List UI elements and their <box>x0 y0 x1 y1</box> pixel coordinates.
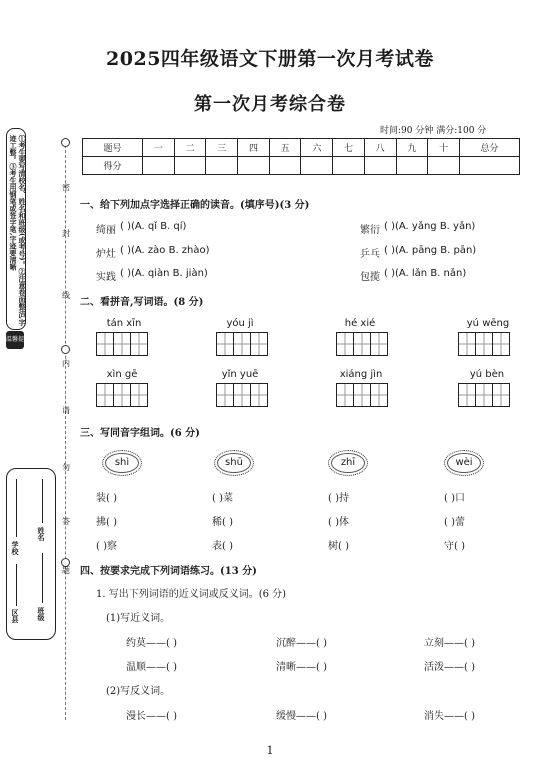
seal-char: 勿 <box>62 463 70 472</box>
district-line[interactable] <box>16 564 17 606</box>
homophone-blank[interactable]: ( )蕾 <box>444 517 465 528</box>
exam-notes-text: ①考生要写清校名、姓名和班级(或考号)。②注意卷面整洁,字迹工整。③考生用钢笔或签字笔,字迹要清晰 <box>9 135 27 327</box>
score-input-cell[interactable] <box>301 157 333 175</box>
pronunciation-word: 包揽 <box>360 272 380 283</box>
exam-title: 2025四年级语文下册第一次月考试卷 <box>106 48 434 70</box>
score-input-cell[interactable] <box>238 157 270 175</box>
pronunciation-word: 乒乓 <box>360 249 380 260</box>
pronunciation-word: 炉灶 <box>96 249 116 260</box>
pronunciation-options[interactable]: ( )(A. pāng B. pān) <box>384 245 477 256</box>
class-line[interactable] <box>42 553 43 603</box>
synonym-blank[interactable]: 活泼——( ) <box>424 662 475 673</box>
score-cell: 三 <box>206 139 238 157</box>
seal-char: 答 <box>62 517 70 526</box>
antonym-blank[interactable]: 消失——( ) <box>424 711 475 722</box>
score-cell: 四 <box>238 139 270 157</box>
score-input-cell[interactable] <box>269 157 301 175</box>
homophone-blank[interactable]: 树( ) <box>328 541 349 552</box>
synonym-blank[interactable]: 清晰——( ) <box>276 662 327 673</box>
name-label: 姓名 <box>37 527 46 541</box>
section2-heading: 二、看拼音,写词语。(8 分) <box>80 297 204 308</box>
exam-subtitle: 第一次月考综合卷 <box>194 94 346 115</box>
pinyin-label: yóu jì <box>226 318 254 329</box>
exam-notes-box <box>6 128 26 330</box>
homophone-blank[interactable]: ( )口 <box>444 493 465 504</box>
synonym-blank[interactable]: 立刻——( ) <box>424 638 475 649</box>
antonym-subheading: (2)写反义词。 <box>106 686 171 697</box>
homophone-blank[interactable]: ( )察 <box>96 541 117 552</box>
pinyin-label: yú bèn <box>469 369 505 380</box>
student-info-box <box>6 468 56 640</box>
pinyin-label: yǐn yuē <box>221 369 259 380</box>
pinyin-label: xìn gē <box>106 369 138 380</box>
score-input-cell[interactable] <box>459 157 519 175</box>
pinyin-label: yú wēng <box>466 318 510 329</box>
question1-prompt: 1. 写出下列词语的近义词或反义词。(6 分) <box>96 589 287 600</box>
pronunciation-word: 绮丽 <box>96 225 116 236</box>
score-table-header-row <box>83 139 520 157</box>
score-cell: 一 <box>143 139 175 157</box>
seal-char: 封 <box>62 229 70 238</box>
syllable-badge: shì <box>102 450 142 476</box>
section1-heading: 一、给下列加点字选择正确的读音。(填序号)(3 分) <box>80 200 310 211</box>
score-input-cell[interactable] <box>143 157 175 175</box>
score-table-score-row <box>83 157 520 175</box>
score-row-label: 得分 <box>83 157 143 175</box>
syllable-badge: wèi <box>444 450 484 476</box>
writing-grid[interactable] <box>96 383 148 407</box>
pronunciation-word: 实践 <box>96 272 116 283</box>
score-input-cell[interactable] <box>206 157 238 175</box>
name-line[interactable] <box>42 479 43 523</box>
score-input-cell[interactable] <box>428 157 460 175</box>
homophone-blank[interactable]: ( )菜 <box>212 493 233 504</box>
writing-grid[interactable] <box>336 383 388 407</box>
reminder-badge: 温馨提示 <box>6 331 24 349</box>
pronunciation-options[interactable]: ( )(A. yǎng B. yǎn) <box>384 221 476 232</box>
page-number: 1 <box>266 744 274 757</box>
section3-heading: 三、写同音字组词。(6 分) <box>80 428 200 439</box>
score-cell: 总分 <box>459 139 519 157</box>
score-cell: 八 <box>364 139 396 157</box>
writing-grid[interactable] <box>216 332 268 356</box>
pronunciation-options[interactable]: ( )(A. zào B. zhào) <box>120 245 210 256</box>
homophone-blank[interactable]: 守( ) <box>444 541 465 552</box>
binding-hole-icon <box>61 345 70 354</box>
writing-grid[interactable] <box>458 383 510 407</box>
time-score-info: 时间:90 分钟 满分:100 分 <box>380 126 487 136</box>
writing-grid[interactable] <box>216 383 268 407</box>
district-label: 区县 <box>11 609 20 623</box>
seal-char: 线 <box>62 291 70 300</box>
seal-char: 密 <box>62 183 70 192</box>
homophone-blank[interactable]: 稀( ) <box>212 517 233 528</box>
homophone-blank[interactable]: 装( ) <box>96 493 117 504</box>
pronunciation-options[interactable]: ( )(A. lǎn B. nǎn) <box>384 268 467 279</box>
seal-char: 请 <box>62 406 70 415</box>
synonym-blank[interactable]: 约莫——( ) <box>126 638 177 649</box>
pronunciation-word: 繁衍 <box>360 225 380 236</box>
class-label: 班级 <box>37 607 46 621</box>
antonym-blank[interactable]: 缓慢——( ) <box>276 711 327 722</box>
homophone-blank[interactable]: ( )持 <box>328 493 349 504</box>
writing-grid[interactable] <box>336 332 388 356</box>
seal-char: 内 <box>62 359 70 368</box>
writing-grid[interactable] <box>458 332 510 356</box>
antonym-blank[interactable]: 漫长——( ) <box>126 711 177 722</box>
score-cell: 题号 <box>83 139 143 157</box>
school-label: 学校 <box>11 541 20 555</box>
score-input-cell[interactable] <box>396 157 428 175</box>
school-line[interactable] <box>16 479 17 537</box>
score-cell: 七 <box>333 139 365 157</box>
score-cell: 九 <box>396 139 428 157</box>
section4-heading: 四、按要求完成下列词语练习。(13 分) <box>80 566 257 577</box>
score-cell: 十 <box>428 139 460 157</box>
seal-char: 题 <box>62 566 70 575</box>
score-cell: 五 <box>269 139 301 157</box>
synonym-blank[interactable]: 沉醉——( ) <box>276 638 327 649</box>
score-cell: 六 <box>301 139 333 157</box>
homophone-blank[interactable]: ( )体 <box>328 517 349 528</box>
pronunciation-options[interactable]: ( )(A. qiàn B. jiàn) <box>120 268 208 279</box>
homophone-blank[interactable]: 表( ) <box>212 541 233 552</box>
syllable-badge: zhī <box>328 450 368 476</box>
pinyin-label: hé xié <box>344 318 376 329</box>
binding-hole-icon <box>61 138 70 147</box>
pinyin-label: xiáng jìn <box>339 369 383 380</box>
syllable-badge: shū <box>214 450 254 476</box>
writing-grid[interactable] <box>96 332 148 356</box>
score-input-cell[interactable] <box>333 157 365 175</box>
score-cell: 二 <box>174 139 206 157</box>
synonym-subheading: (1)写近义词。 <box>106 613 171 624</box>
pronunciation-options[interactable]: ( )(A. qǐ B. qí) <box>120 221 187 232</box>
score-input-cell[interactable] <box>364 157 396 175</box>
binding-dashed-line <box>65 140 66 720</box>
pinyin-label: tán xīn <box>106 318 142 329</box>
score-table <box>82 138 520 175</box>
score-input-cell[interactable] <box>174 157 206 175</box>
homophone-blank[interactable]: 拂( ) <box>96 517 117 528</box>
synonym-blank[interactable]: 温顺——( ) <box>126 662 177 673</box>
